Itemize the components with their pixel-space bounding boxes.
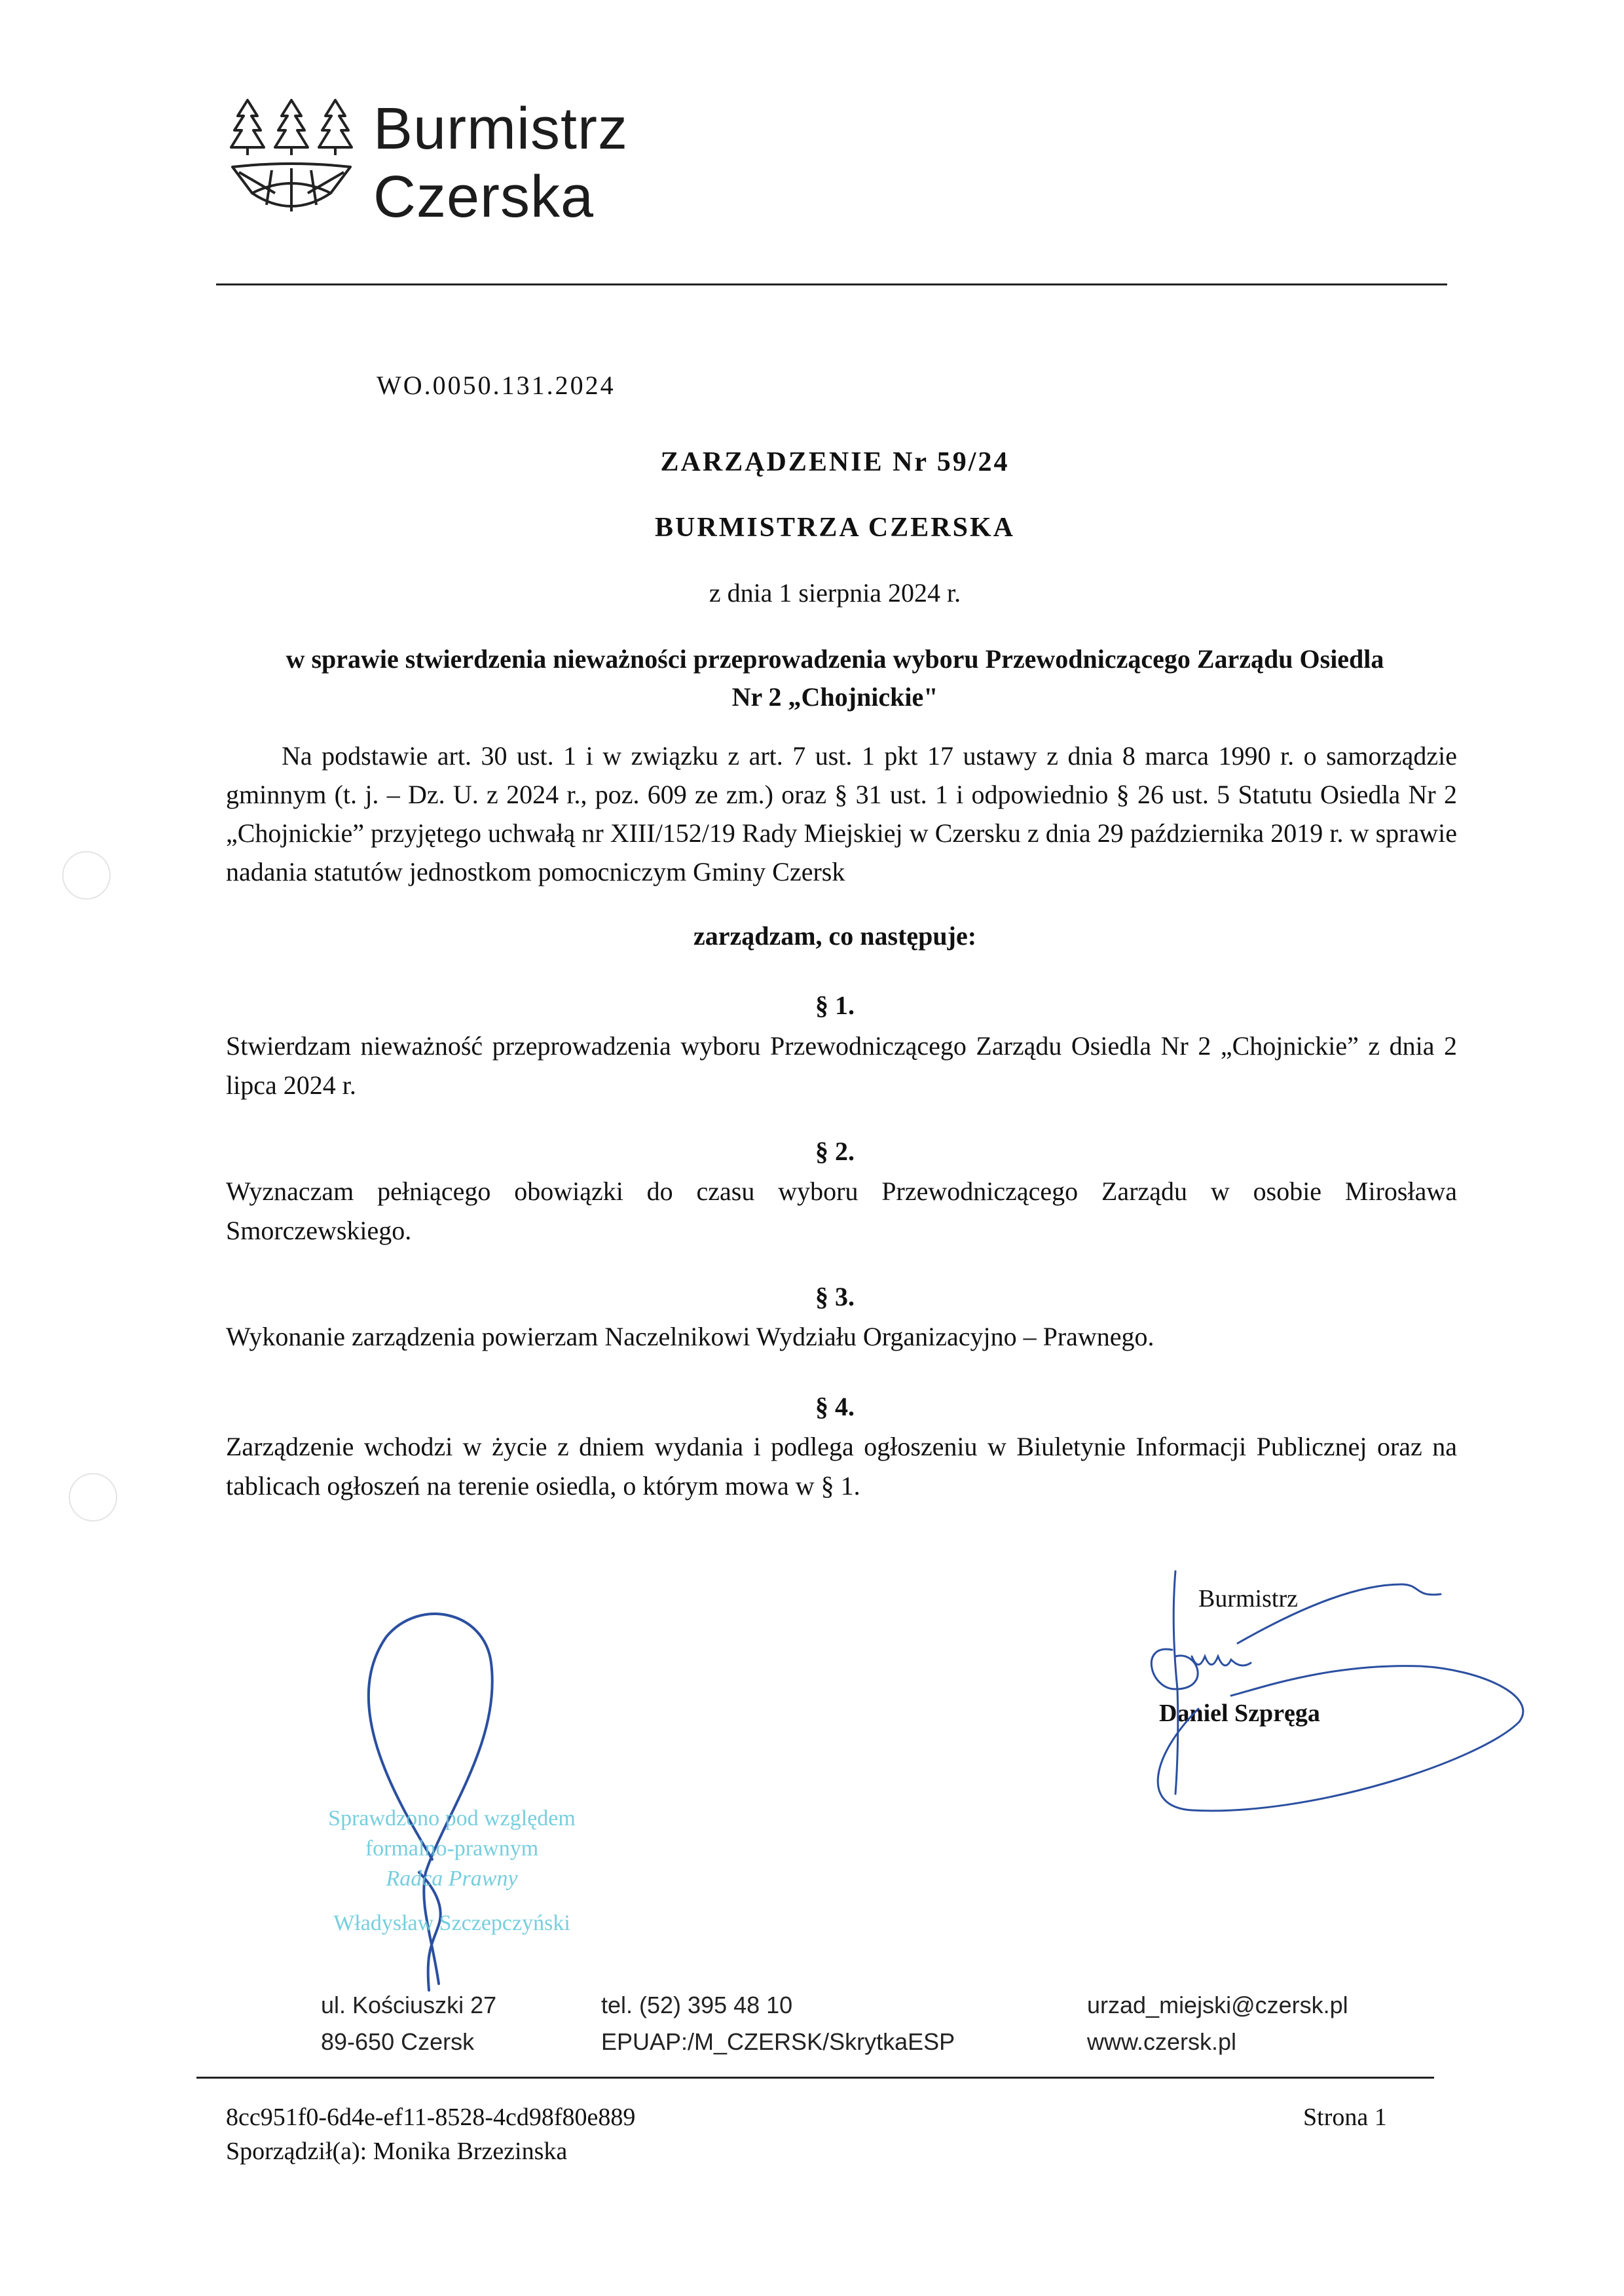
legal-basis-paragraph: Na podstawie art. 30 ust. 1 i w związku z art. 7 ust. 1 pkt 17 ustawy z dnia 8 marca 1990 r. o samorządzie gminnym (t. j. – Dz. U. z 2024 r., poz. 609 ze zm.) oraz § 31 ust. 1 i odpowiednio § 26 ust. 5 Statutu Osiedla Nr 2 „Chojnickie” przyjętego uchwałą nr XIII/152/19 Rady Miejskiej w Czersku z dnia 29 października 2019 r. w sprawie nadania statutów jednostkom pomocniczym Gminy Czersk [226, 741, 1457, 886]
subject-line-2: Nr 2 „Chojnickie" [731, 682, 938, 712]
email-address: urzad_miejski@czersk.pl [1087, 1992, 1348, 2018]
stamp-line-4: Władysław Szczepczyński [333, 1911, 570, 1935]
page-number: Strona 1 [1303, 2104, 1387, 2131]
section-4-text: Zarządzenie wchodzi w życie z dniem wydania i podlega ogłoszeniu w Biuletynie Informacji Publicznej oraz na tablicach ogłoszeń na terenie osiedla, o którym mowa w § 1. [226, 1432, 1457, 1501]
epuap-address: EPUAP:/M_CZERSK/SkrytkaESP [601, 2028, 955, 2055]
subject-line-1: w sprawie stwierdzenia nieważności przeprowadzenia wyboru Przewodniczącego Zarządu Osiedla [286, 644, 1384, 674]
initials-paraph [341, 1597, 511, 2003]
punch-hole [69, 1473, 117, 1522]
handwritten-signature [1113, 1558, 1532, 1846]
section-2-heading: § 2. [815, 1137, 855, 1166]
tree-icon [275, 100, 308, 155]
legal-review-stamp [288, 1804, 616, 1939]
stamp-line-2: formalno-prawnym [365, 1836, 539, 1861]
tree-icon [319, 100, 352, 155]
section-2-text: Wyznaczam pełniącego obowiązki do czasu wyboru Przewodniczącego Zarządu w osobie Mirosława Smorczewskiego. [226, 1176, 1457, 1245]
address-street: ul. Kościuszki 27 [321, 1992, 497, 2018]
address-city: 89-650 Czersk [321, 2028, 475, 2055]
punch-hole [62, 851, 111, 900]
header-divider [216, 283, 1447, 285]
phone-number: tel. (52) 395 48 10 [601, 1992, 793, 2018]
logo-wordmark [373, 95, 628, 231]
decree-phrase: zarządzam, co następuje: [693, 921, 977, 951]
signatory-name: Daniel Szpręga [1159, 1700, 1320, 1727]
wheel-icon [232, 164, 350, 211]
stamp-line-3: Radca Prawny [386, 1867, 518, 1891]
document-reference: WO.0050.131.2024 [377, 371, 616, 400]
office-web-contact [1087, 1987, 1348, 2060]
signatory-role: Burmistrz [1198, 1585, 1298, 1613]
prepared-by: Sporządził(a): Monika Brzezinska [226, 2138, 568, 2165]
document-subject [216, 640, 1454, 716]
website-address: www.czersk.pl [1087, 2028, 1237, 2055]
section-1-text: Stwierdzam nieważność przeprowadzenia wyboru Przewodniczącego Zarządu Osiedla Nr 2 „Chojnickie” z dnia 2 lipca 2024 r. [226, 1031, 1457, 1100]
document-title: ZARZĄDZENIE Nr 59/24 [660, 447, 1010, 477]
office-address [321, 1987, 496, 2060]
section-1-heading: § 1. [815, 991, 855, 1020]
document-date: z dnia 1 sierpnia 2024 r. [709, 578, 961, 608]
tree-icon [231, 100, 264, 155]
logo-line-burmistrz: Burmistrz [373, 96, 628, 162]
city-emblem-logo [226, 95, 357, 226]
document-authority: BURMISTRZA CZERSKA [655, 513, 1015, 543]
section-3-heading: § 3. [815, 1282, 855, 1311]
logo-line-czerska: Czerska [373, 164, 595, 230]
office-phone-epuap [601, 1987, 955, 2060]
section-4-heading: § 4. [815, 1392, 855, 1421]
footer-divider [196, 2077, 1434, 2079]
document-hash: 8cc951f0-6d4e-ef11-8528-4cd98f80e889 [226, 2104, 636, 2131]
section-3-text: Wykonanie zarządzenia powierzam Naczelnikowi Wydziału Organizacyjno – Prawnego. [226, 1322, 1154, 1351]
stamp-line-1: Sprawdzono pod względem [328, 1806, 576, 1831]
